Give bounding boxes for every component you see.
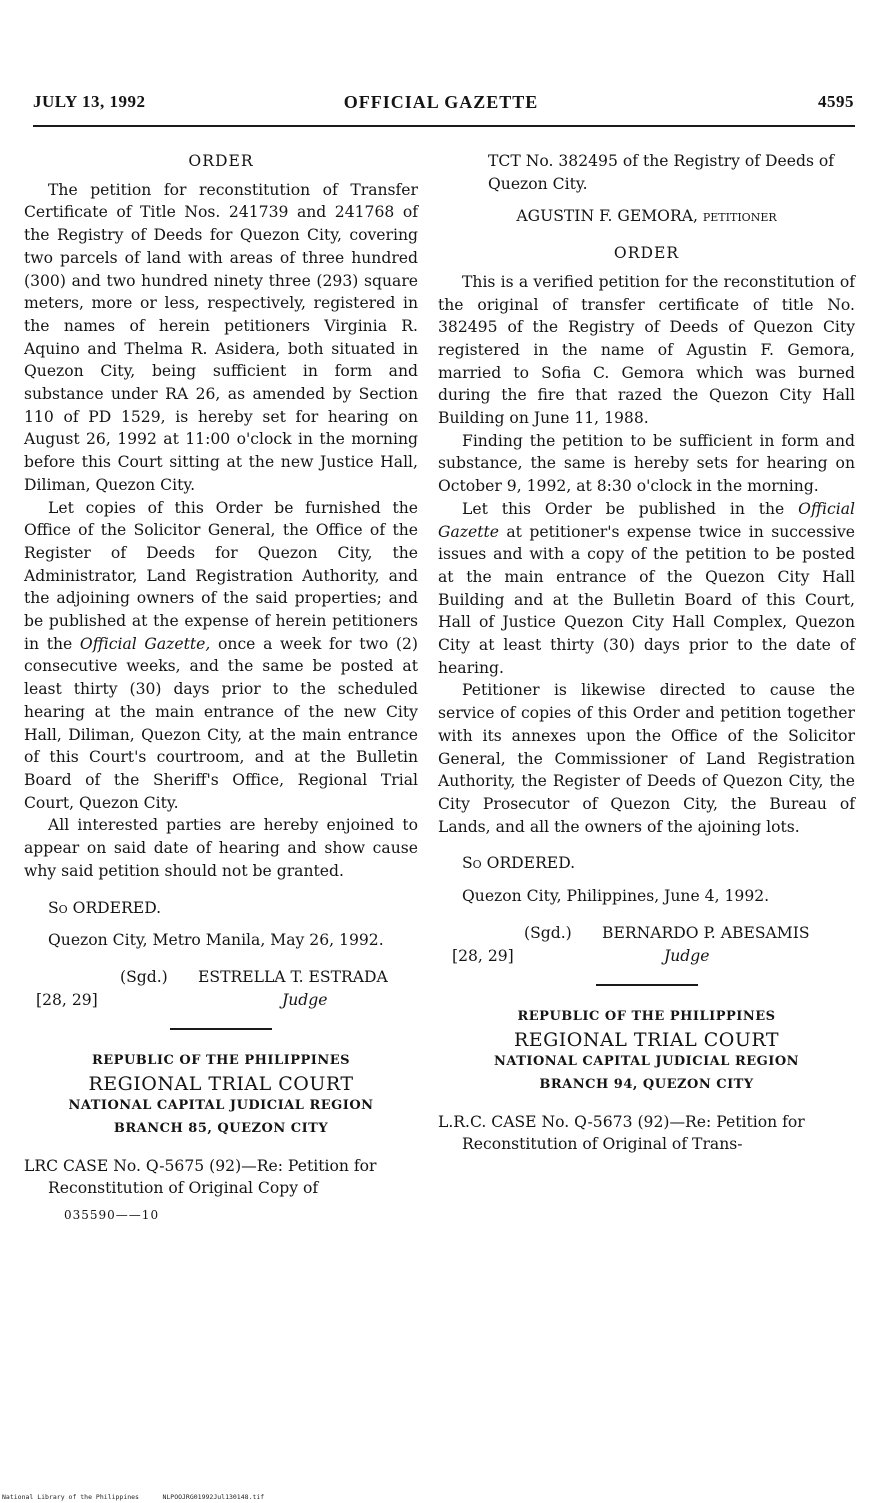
text-run: at petitioner's expense twice in successive issues and with a copy of the petition to be posted at the main entrance of the Quezon City Hall Building and at the Bulletin Board of this Court, Hall of Justice Quezon City Hall Complex, Quezon City at least thirty (30) days prior to the date of hearing. [438, 522, 855, 677]
branch-heading: BRANCH 85, QUEZON CITY [113, 1121, 329, 1137]
case-caption: L.R.C. CASE No. Q-5673 (92)—Re: Petition for Reconstitution of Original of Trans- [438, 1112, 805, 1154]
order-paragraph: The petition for reconstitution of Transfer Certificate of Title Nos. 241739 and 241768 of the Registry of Deeds for Quezon City, covering two parcels of land with areas of three hundred (300) and two hundred ninety three (293) square meters, more or less, respectively, registered in the names of herein petitioners Virginia R. Aquino and Thelma R. Asidera, both situated in Quezon City, being sufficient in form and substance under RA 26, as amended by Section 110 of PD 1529, is hereby set for hearing on August 26, 1992 at 11:00 o'clock in the morning before this Court sitting at the new Justice Hall, Diliman, Quezon City. [24, 180, 418, 494]
judge-name: ESTRELLA T. ESTRADA [198, 967, 388, 986]
so-ordered: So ORDERED. [48, 898, 162, 917]
sgd-label: (Sgd.) [524, 923, 572, 942]
judge-title: Judge [282, 990, 328, 1009]
right-column [438, 150, 855, 1156]
signature-block [24, 966, 418, 1012]
order-paragraph: All interested parties are hereby enjoined to appear on said date of hearing and show cause why said petition should not be granted. [24, 816, 418, 880]
case-caption: LRC CASE No. Q-5675 (92)—Re: Petition for Reconstitution of Original Copy of [24, 1156, 377, 1198]
text-run: once a week for two (2) consecutive weeks, and the same be posted at least thirty (30) days prior to the scheduled hearing at the main entrance of the new City Hall, Diliman, Quezon City, at the main entrance of this Court's courtroom, and at the Bulletin Board of the Sheriff's Office, Regional Trial Court, Quezon City. [24, 634, 419, 812]
place-date: Quezon City, Philippines, June 4, 1992. [462, 887, 770, 906]
so-ordered: So ORDERED. [462, 854, 576, 873]
region-heading: NATIONAL CAPITAL JUDICIAL REGION [493, 1054, 800, 1070]
court-heading: REGIONAL TRIAL COURT [513, 1028, 780, 1051]
judge-title: Judge [664, 946, 710, 965]
left-column [24, 150, 418, 1227]
order-paragraph: This is a verified petition for the reconstitution of the original of transfer certificate of title No. 382495 of the Registry of Deeds of Quezon City registered in the name of Agustin F. Gemora, married to Sofia C. Gemora which was burned during the fire that razed the Quezon City Hall Building on June 11, 1988. [438, 272, 855, 428]
print-code: 035590——10 [64, 1208, 160, 1223]
text-run: Let copies of this Order be furnished the Office of the Solicitor General, the Office of the Register of Deeds for Quezon City, the Administrator, Land Registration Authority, and the adjoining owners of the said properties; and be published at the expense of herein petitioners in the [24, 498, 418, 653]
case-caption-continued: TCT No. 382495 of the Registry of Deeds of Quezon City. [488, 152, 835, 193]
place-date: Quezon City, Metro Manila, May 26, 1992. [48, 931, 384, 950]
order-heading: ORDER [613, 244, 680, 263]
republic-heading: REPUBLIC OF THE PHILIPPINES [517, 1008, 776, 1024]
issue-numbers: [28, 29] [452, 946, 514, 965]
issue-date: JULY 13, 1992 [33, 92, 146, 111]
gazette-title: OFFICIAL GAZETTE [343, 92, 539, 112]
order-paragraph: Finding the petition to be sufficient in form and substance, the same is hereby sets for hearing on October 9, 1992, at 8:30 o'clock in the morning. [438, 431, 855, 496]
scan-filename: NLPOOJRG01992Jul130148.tif [162, 1493, 265, 1501]
sgd-label: (Sgd.) [120, 967, 168, 986]
order-heading: ORDER [188, 152, 254, 170]
publication-name: Official Gazette [438, 499, 855, 541]
section-divider [170, 1028, 272, 1030]
issue-numbers: [28, 29] [36, 990, 98, 1009]
library-name: National Library of the Philippines [2, 1493, 139, 1501]
branch-heading: BRANCH 94, QUEZON CITY [539, 1076, 754, 1092]
text-run: Let this Order be published in the [462, 499, 799, 518]
scan-footer [2, 1493, 264, 1501]
publication-name: Official Gazette, [79, 634, 211, 653]
signature-block [438, 922, 855, 968]
order-paragraph [24, 497, 418, 815]
section-divider [596, 984, 698, 986]
republic-heading: REPUBLIC OF THE PHILIPPINES [91, 1052, 351, 1068]
petitioner-line: AGUSTIN F. GEMORA, petitioner [516, 207, 777, 226]
order-paragraph [438, 498, 855, 680]
page-number: 4595 [818, 92, 854, 111]
order-paragraph: Petitioner is likewise directed to cause the service of copies of this Order and petition together with its annexes upon the Office of the Solicitor General, the Commissioner of Land Registration Authority, the Register of Deeds of Quezon City, the City Prosecutor of Quezon City, the Bureau of Lands, and all the owners of the ajoining lots. [438, 681, 855, 836]
court-heading: REGIONAL TRIAL COURT [88, 1072, 354, 1095]
region-heading: NATIONAL CAPITAL JUDICIAL REGION [68, 1098, 374, 1114]
judge-name: BERNARDO P. ABESAMIS [602, 923, 810, 942]
header-rule [33, 125, 855, 127]
